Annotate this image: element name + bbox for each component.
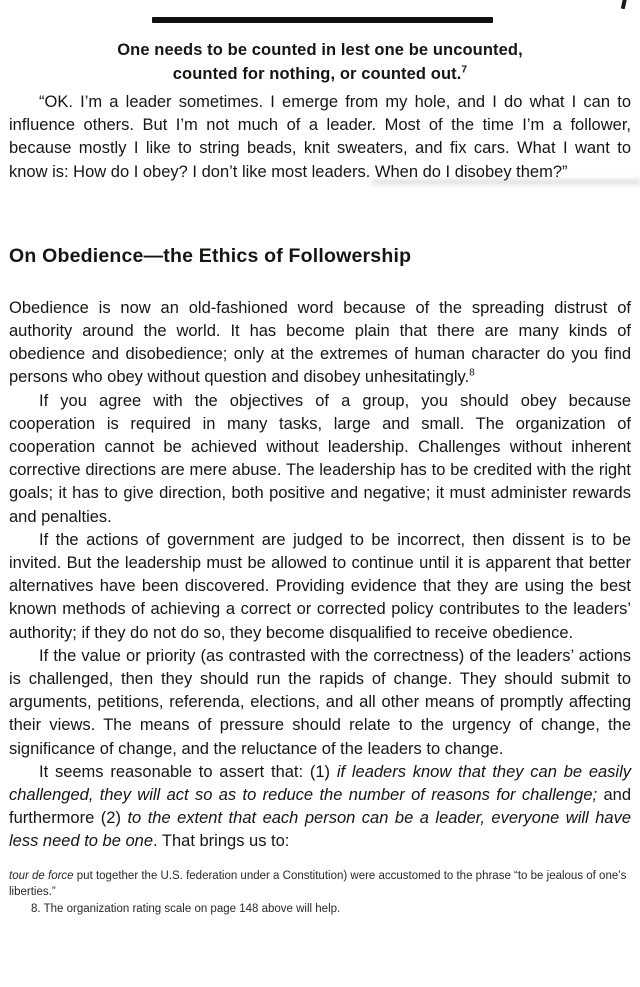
- footnotes-block: [9, 868, 631, 918]
- epigraph-line-2: [10, 62, 630, 86]
- body-paragraph-2: If you agree with the objectives of a group, you should obey because cooperation is required in many tasks, large and small. The organization of cooperation cannot be achieved without leadership. Challenges without inherent corrective directions are mere abuse. The leadership has to be credited with the right goals; it has to give direction, both positive and negative; it must administer rewards and penalties.: [9, 391, 631, 526]
- footnote-7-continuation: tour de force put together the U.S. federation under a Constitution) were accustomed to the phrase “to be jealous of one’s liberties.”: [9, 869, 627, 899]
- body-paragraph-4: If the value or priority (as contrasted with the correctness) of the leaders’ actions is challenged, then they should run the rapids of change. They should submit to arguments, petitions, referenda, elections, and all other means of promptly affecting their views. The means of pressure should relate to the urgency of change, the significance of change, and the reluctance of the leaders to change.: [9, 646, 631, 758]
- opening-quote-paragraph: “OK. I’m a leader sometimes. I emerge from my hole, and I do what I can to influence others. But I’m not much of a leader. Most of the time I’m a follower, because mostly I like to string beads, knit sweaters, and fix cars. What I want to know is: How do I obey? I don’t like most leaders. When do I disobey them?”: [9, 93, 631, 181]
- body-paragraph-1: Obedience is now an old-fashioned word because of the spreading distrust of authority around the world. It has become plain that there are many kinds of obedience and disobedience; only at the extremes of human character do you find persons who obey without question and disobey unhesitatingly.$^8$: [9, 298, 631, 387]
- epigraph-line-1: One needs to be counted in lest one be uncounted,: [117, 41, 523, 59]
- section-divider-rule: [152, 17, 493, 23]
- scan-artifact-streak: [372, 179, 640, 185]
- footnote-8: 8. The organization rating scale on page 148 above will help.: [31, 902, 341, 915]
- section-heading: On Obedience—the Ethics of Followership: [9, 244, 412, 267]
- epigraph: [10, 38, 630, 86]
- body-paragraph-3: If the actions of government are judged to be incorrect, then dissent is to be invited. But the leadership must be allowed to continue until it is apparent that better alternatives have been discovered. Providing evidence that they are using the best known methods of achieving a correct or corrected policy contributes to the leaders’ authority; if they do not do so, they become disqualified to receive obedience.: [9, 530, 631, 642]
- epigraph-line-2-text: counted for nothing, or counted out.: [172, 65, 462, 83]
- scan-artifact-mark: [621, 0, 627, 9]
- body-paragraph-5: It seems reasonable to assert that: (1) if leaders know that they can be easily challenged, they will act so as to reduce the number of reasons for challenge; and furthermore (2) to the extent that each person can be a leader, everyone will have less need to be one. That brings us to:: [9, 762, 632, 851]
- footnote-ref-7: 7: [461, 64, 468, 76]
